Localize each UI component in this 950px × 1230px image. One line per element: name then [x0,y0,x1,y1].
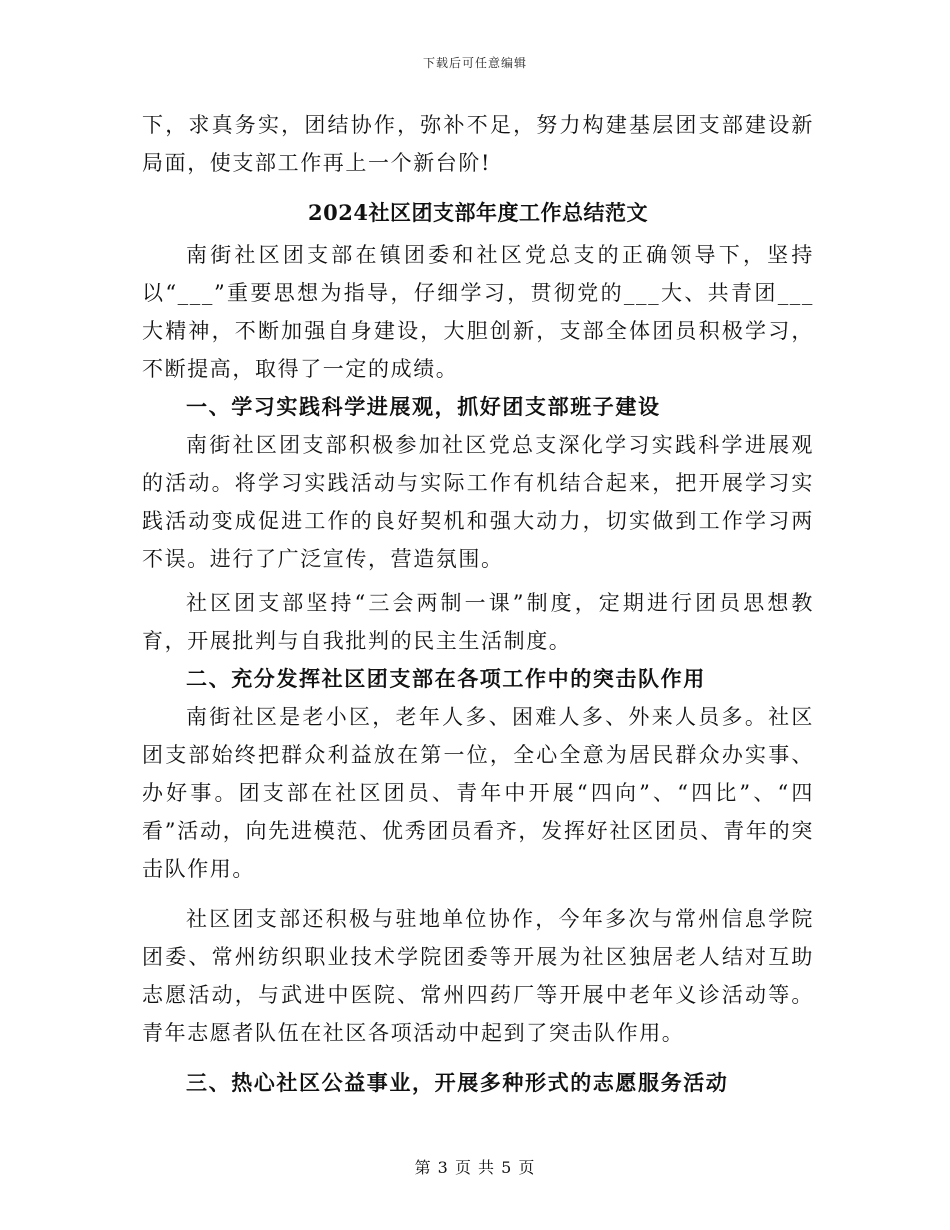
section-2-paragraph-2: 社区团支部还积极与驻地单位协作，今年多次与常州信息学院团委、常州纺织职业技术学院团委等开展为社区独居老人结对互助志愿活动，与武进中医院、常州四药厂等开展中老年义诊活动等。青年志愿者队伍在社区各项活动中起到了突击队作用。 [142,907,814,1045]
section-1-paragraph-1: 南街社区团支部积极参加社区党总支深化学习实践科学进展观的活动。将学习实践活动与实际工作有机结合起来，把开展学习实践活动变成促进工作的良好契机和强大动力，切实做到工作学习两不误。进行了广泛宣传，营造氛围。 [142,433,814,571]
document-body [142,106,814,1102]
page-number-footer: 第 3 页 共 5 页 [414,1158,536,1177]
section-1-heading: 一、学习实践科学进展观，抓好团支部班子建设 [186,394,661,419]
section-2-heading: 二、充分发挥社区团支部在各项工作中的突击队作用 [186,666,706,691]
section-1-paragraph-2: 社区团支部坚持“三会两制一课”制度，定期进行团员思想教育，开展批判与自我批判的民主生活制度。 [142,591,814,653]
page-header-note: 下载后可任意编辑 [422,56,527,70]
document-title: 2024社区团支部年度工作总结范文 [308,200,648,225]
continuation-paragraph: 下，求真务实，团结协作，弥补不足，努力构建基层团支部建设新局面，使支部工作再上一个新台阶! [142,113,814,175]
section-2-paragraph-1: 南街社区是老小区，老年人多、困难人多、外来人员多。社区团支部始终把群众利益放在第一位，全心全意为居民群众办实事、办好事。团支部在社区团员、青年中开展“四向”、“四比”、“四看”活动，向先进模范、优秀团员看齐，发挥好社区团员、青年的突击队作用。 [142,705,814,881]
intro-paragraph: 南街社区团支部在镇团委和社区党总支的正确领导下，坚持以“___”重要思想为指导，仔细学习，贯彻党的___大、共青团___大精神，不断加强自身建设，大胆创新，支部全体团员积极学习，不断提高，取得了一定的成绩。 [142,243,814,381]
section-3-heading: 三、热心社区公益事业，开展多种形式的志愿服务活动 [186,1070,729,1095]
